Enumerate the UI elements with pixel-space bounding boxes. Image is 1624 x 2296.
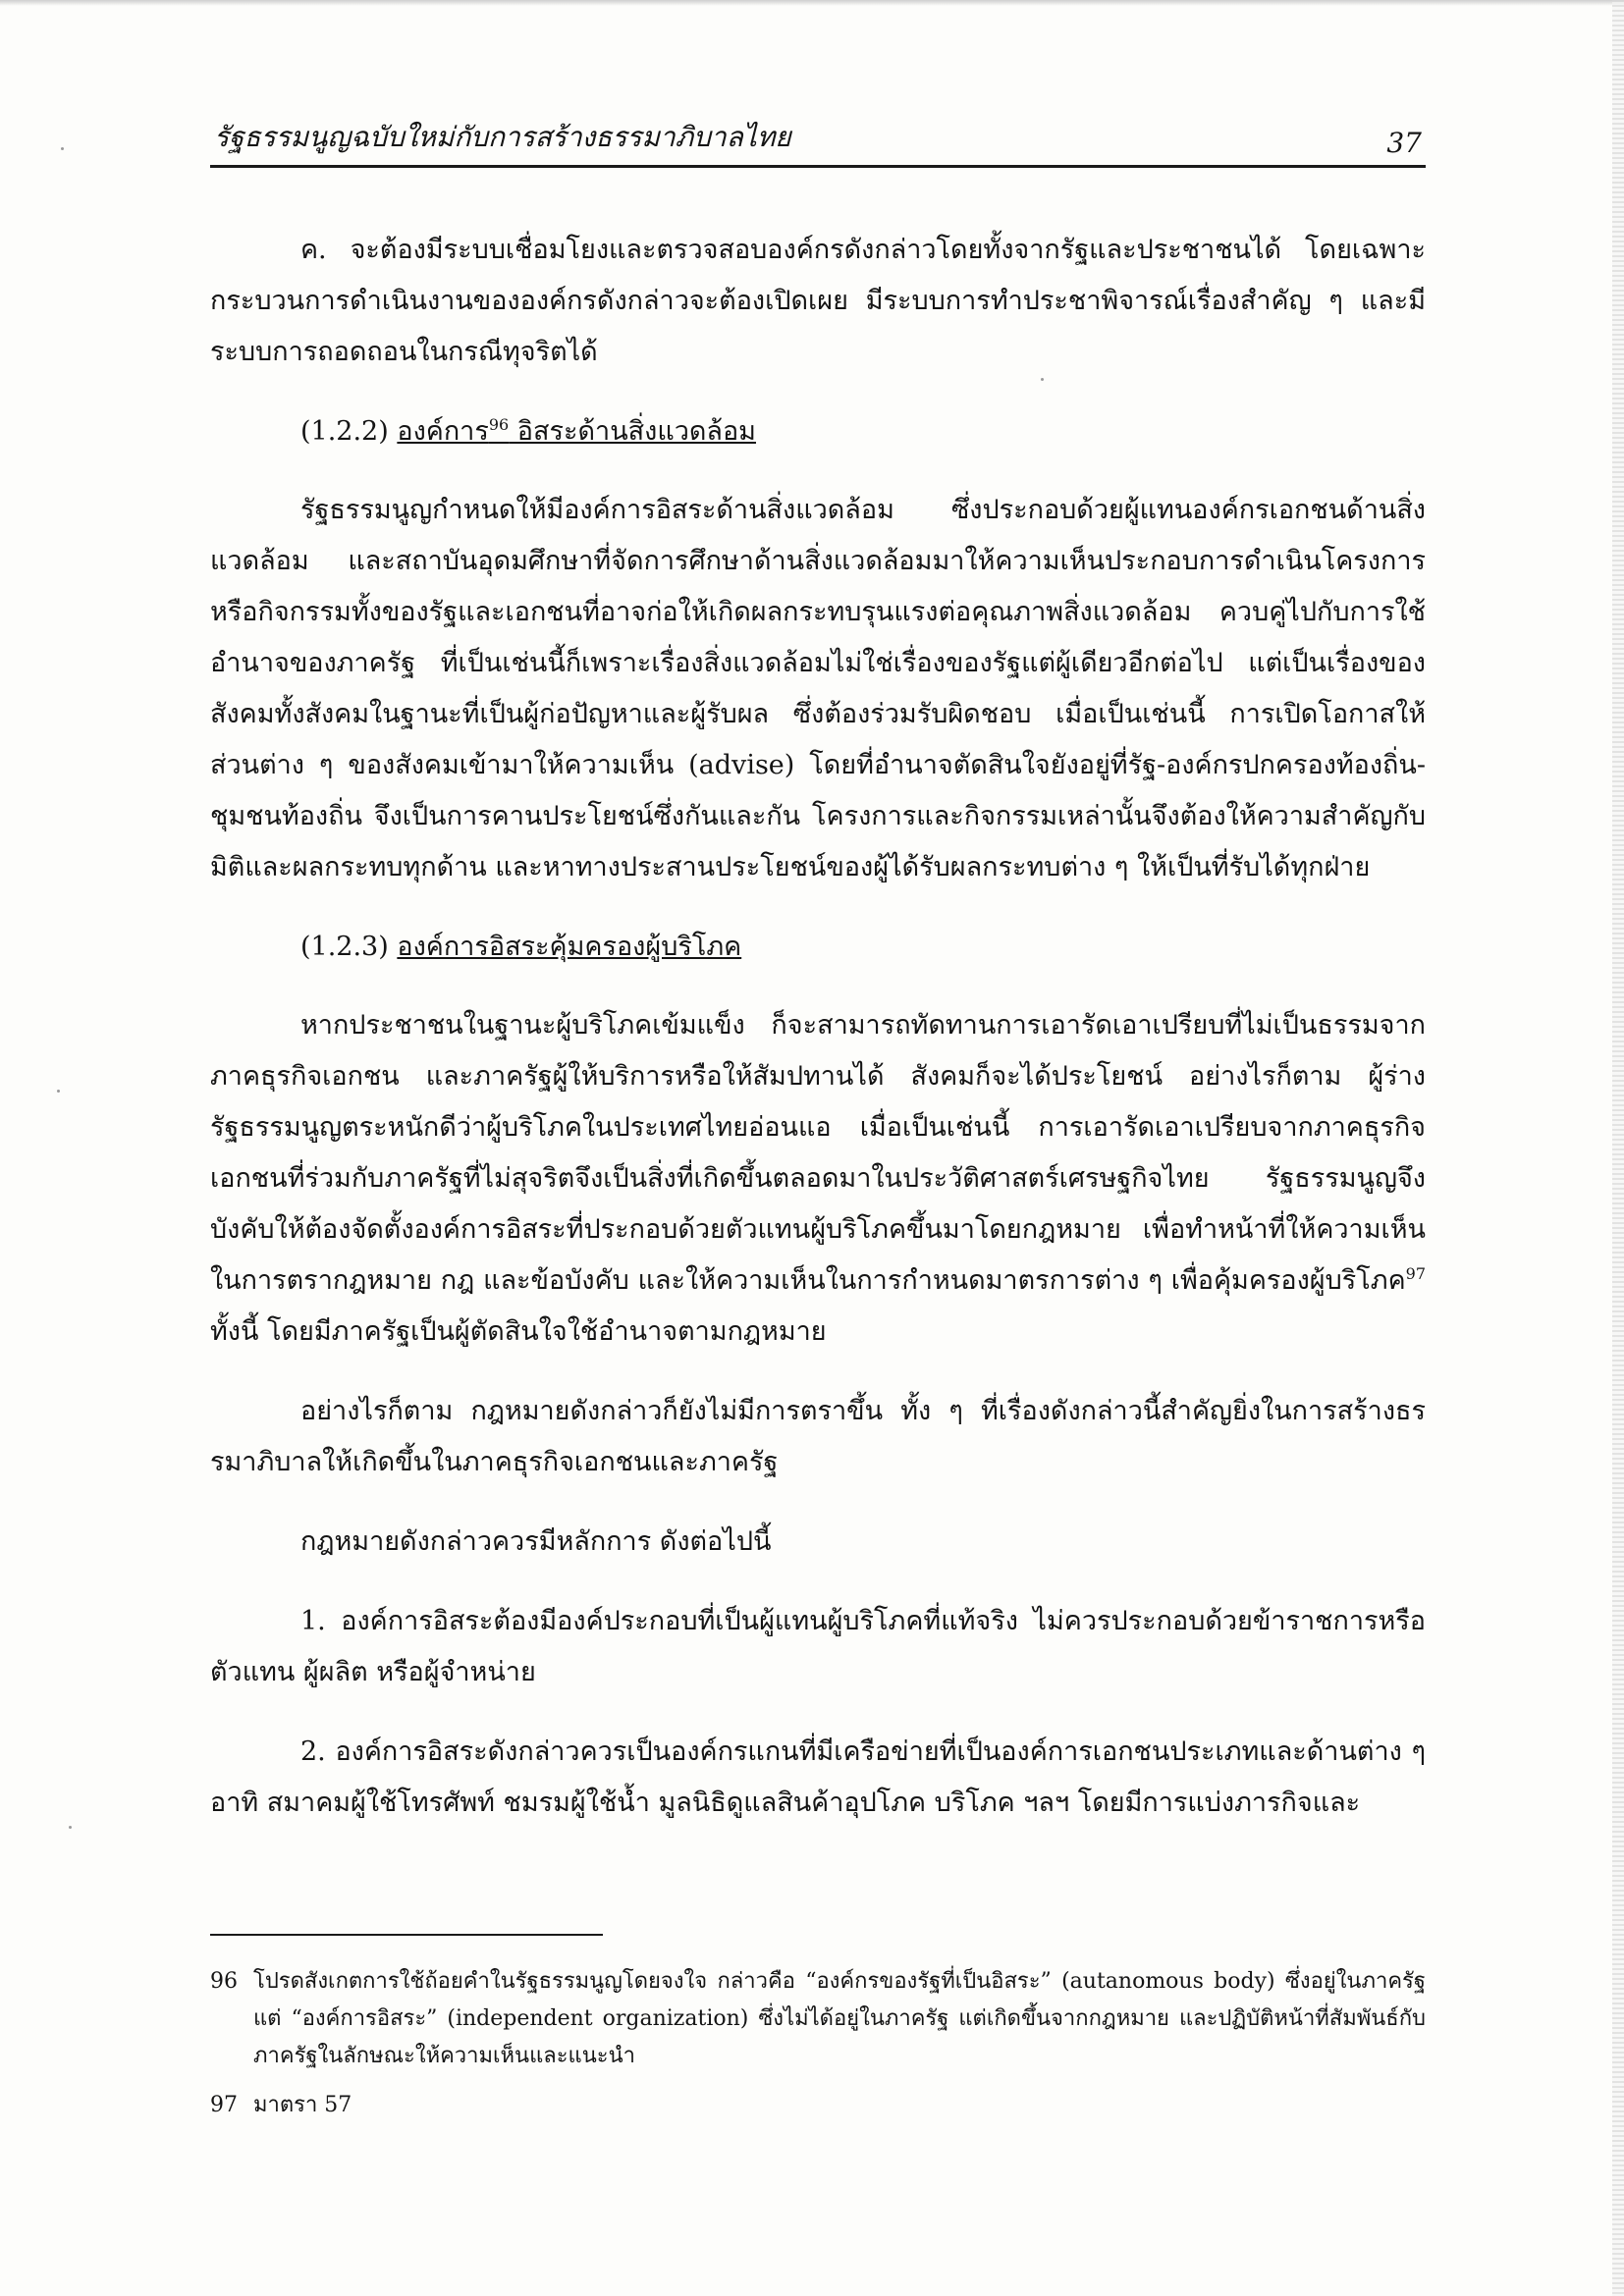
- footnote-rule: [210, 1934, 603, 1936]
- paragraph-text: ทั้งนี้ โดยมีภาครัฐเป็นผู้ตัดสินใจใช้อำนาจตามกฎหมาย: [210, 1316, 827, 1347]
- footnote-text: มาตรา 57: [253, 2093, 352, 2117]
- footnote-97: [210, 2087, 1426, 2124]
- section-heading-1-2-3: [210, 922, 1426, 973]
- scan-speck: [61, 147, 64, 150]
- running-header: [210, 108, 1426, 168]
- scan-edge-top: [0, 0, 1624, 6]
- paragraph: [210, 1000, 1426, 1358]
- running-title: รัฐธรรมนูญฉบับใหม่กับการสร้างธรรมาภิบาลไทย: [214, 121, 791, 153]
- footnote-ref-97: 97: [1405, 1264, 1426, 1283]
- footnotes: [210, 1934, 1426, 2136]
- paragraph: อย่างไรก็ตาม กฎหมายดังกล่าวก็ยังไม่มีการตราขึ้น ทั้ง ๆ ที่เรื่องดังกล่าวนี้สำคัญยิ่งในการสร้างธรรมาภิบาลให้เกิดขึ้นในภาคธุรกิจเอกชนและภาครัฐ: [210, 1396, 1426, 1477]
- footnote-marker: 97: [210, 2093, 238, 2117]
- footnote-text: โปรดสังเกตการใช้ถ้อยคำในรัฐธรรมนูญโดยจงใจ กล่าวคือ “องค์กรของรัฐที่เป็นอิสระ” (autanomous body) ซึ่งอยู่ในภาครัฐ แต่ “องค์การอิสระ” (independent organization) ซึ่งไม่ได้อยู่ในภาครัฐ แต่เกิดขึ้นจากกฎหมาย และปฏิบัติหน้าที่สัมพันธ์กับภาครัฐในลักษณะให้ความเห็นและแนะนำ: [253, 1969, 1426, 2068]
- section-heading-1-2-2: [210, 406, 1426, 457]
- section-number: (1.2.2): [300, 416, 389, 447]
- list-item: 2. องค์การอิสระดังกล่าวควรเป็นองค์กรแกนที่มีเครือข่ายที่เป็นองค์การเอกชนประเภทและด้านต่าง ๆ อาทิ สมาคมผู้ใช้โทรศัพท์ ชมรมผู้ใช้น้ำ มูลนิธิดูแลสินค้าอุปโภค บริโภค ฯลฯ โดยมีการแบ่งภารกิจและ: [210, 1736, 1426, 1818]
- scan-speck: [69, 1826, 72, 1829]
- paragraph: กฎหมายดังกล่าวควรมีหลักการ ดังต่อไปนี้: [300, 1526, 772, 1557]
- paragraph: รัฐธรรมนูญกำหนดให้มีองค์การอิสระด้านสิ่งแวดล้อม ซึ่งประกอบด้วยผู้แทนองค์กรเอกชนด้านสิ่งแวดล้อม และสถาบันอุดมศึกษาที่จัดการศึกษาด้านสิ่งแวดล้อมมาให้ความเห็นประกอบการดำเนินโครงการหรือกิจกรรมทั้งของรัฐและเอกชนที่อาจก่อให้เกิดผลกระทบรุนแรงต่อคุณภาพสิ่งแวดล้อม ควบคู่ไปกับการใช้อำนาจของภาครัฐ ที่เป็นเช่นนี้ก็เพราะเรื่องสิ่งแวดล้อมไม่ใช่เรื่องของรัฐแต่ผู้เดียวอีกต่อไป แต่เป็นเรื่องของสังคมทั้งสังคมในฐานะที่เป็นผู้ก่อปัญหาและผู้รับผล ซึ่งต้องร่วมรับผิดชอบ เมื่อเป็นเช่นนี้ การเปิดโอกาสให้ส่วนต่าง ๆ ของสังคมเข้ามาให้ความเห็น (advise) โดยที่อำนาจตัดสินใจยังอยู่ที่รัฐ-องค์กรปกครองท้องถิ่น-ชุมชนท้องถิ่น จึงเป็นการคานประโยชน์ซึ่งกันและกัน โครงการและกิจกรรมเหล่านั้นจึงต้องให้ความสำคัญกับมิติและผลกระทบทุกด้าน และหาทางประสานประโยชน์ของผู้ได้รับผลกระทบต่าง ๆ ให้เป็นที่รับได้ทุกฝ่าย: [210, 495, 1426, 882]
- scan-edge-right: [1612, 0, 1624, 2296]
- section-title-part: องค์การ: [397, 416, 489, 447]
- page-number: 37: [1386, 127, 1422, 159]
- scan-speck: [57, 1090, 60, 1093]
- paragraph: ค. จะต้องมีระบบเชื่อมโยงและตรวจสอบองค์กรดังกล่าวโดยทั้งจากรัฐและประชาชนได้ โดยเฉพาะกระบวนการดำเนินงานขององค์กรดังกล่าวจะต้องเปิดเผย มีระบบการทำประชาพิจารณ์เรื่องสำคัญ ๆ และมีระบบการถอดถอนในกรณีทุจริตได้: [210, 235, 1426, 367]
- page-body: [210, 225, 1426, 1829]
- list-item: 1. องค์การอิสระต้องมีองค์ประกอบที่เป็นผู้แทนผู้บริโภคที่แท้จริง ไม่ควรประกอบด้วยข้าราชการหรือตัวแทน ผู้ผลิต หรือผู้จำหน่าย: [210, 1606, 1426, 1687]
- footnote-ref-96: 96: [488, 415, 510, 434]
- paragraph-text: หากประชาชนในฐานะผู้บริโภคเข้มแข็ง ก็จะสามารถทัดทานการเอารัดเอาเปรียบที่ไม่เป็นธรรมจากภาคธุรกิจเอกชน และภาครัฐผู้ให้บริการหรือให้สัมปทานได้ สังคมก็จะได้ประโยชน์ อย่างไรก็ตาม ผู้ร่างรัฐธรรมนูญตระหนักดีว่าผู้บริโภคในประเทศไทยอ่อนแอ เมื่อเป็นเช่นนี้ การเอารัดเอาเปรียบจากภาคธุรกิจเอกชนที่ร่วมกับภาครัฐที่ไม่สุจริตจึงเป็นสิ่งที่เกิดขึ้นตลอดมาในประวัติศาสตร์เศรษฐกิจไทย รัฐธรรมนูญจึงบังคับให้ต้องจัดตั้งองค์การอิสระที่ประกอบด้วยตัวแทนผู้บริโภคขึ้นมาโดยกฎหมาย เพื่อทำหน้าที่ให้ความเห็นในการตรากฎหมาย กฎ และข้อบังคับ และให้ความเห็นในการกำหนดมาตรการต่าง ๆ เพื่อคุ้มครองผู้บริโภค: [210, 1010, 1426, 1296]
- section-title-part: อิสระด้านสิ่งแวดล้อม: [509, 416, 756, 447]
- section-title: องค์การอิสระคุ้มครองผู้บริโภค: [397, 932, 742, 962]
- document-page: [210, 108, 1426, 1857]
- footnote-96: [210, 1963, 1426, 2075]
- footnote-marker: 96: [210, 1969, 238, 1994]
- section-number: (1.2.3): [300, 932, 389, 962]
- section-title: [397, 416, 756, 447]
